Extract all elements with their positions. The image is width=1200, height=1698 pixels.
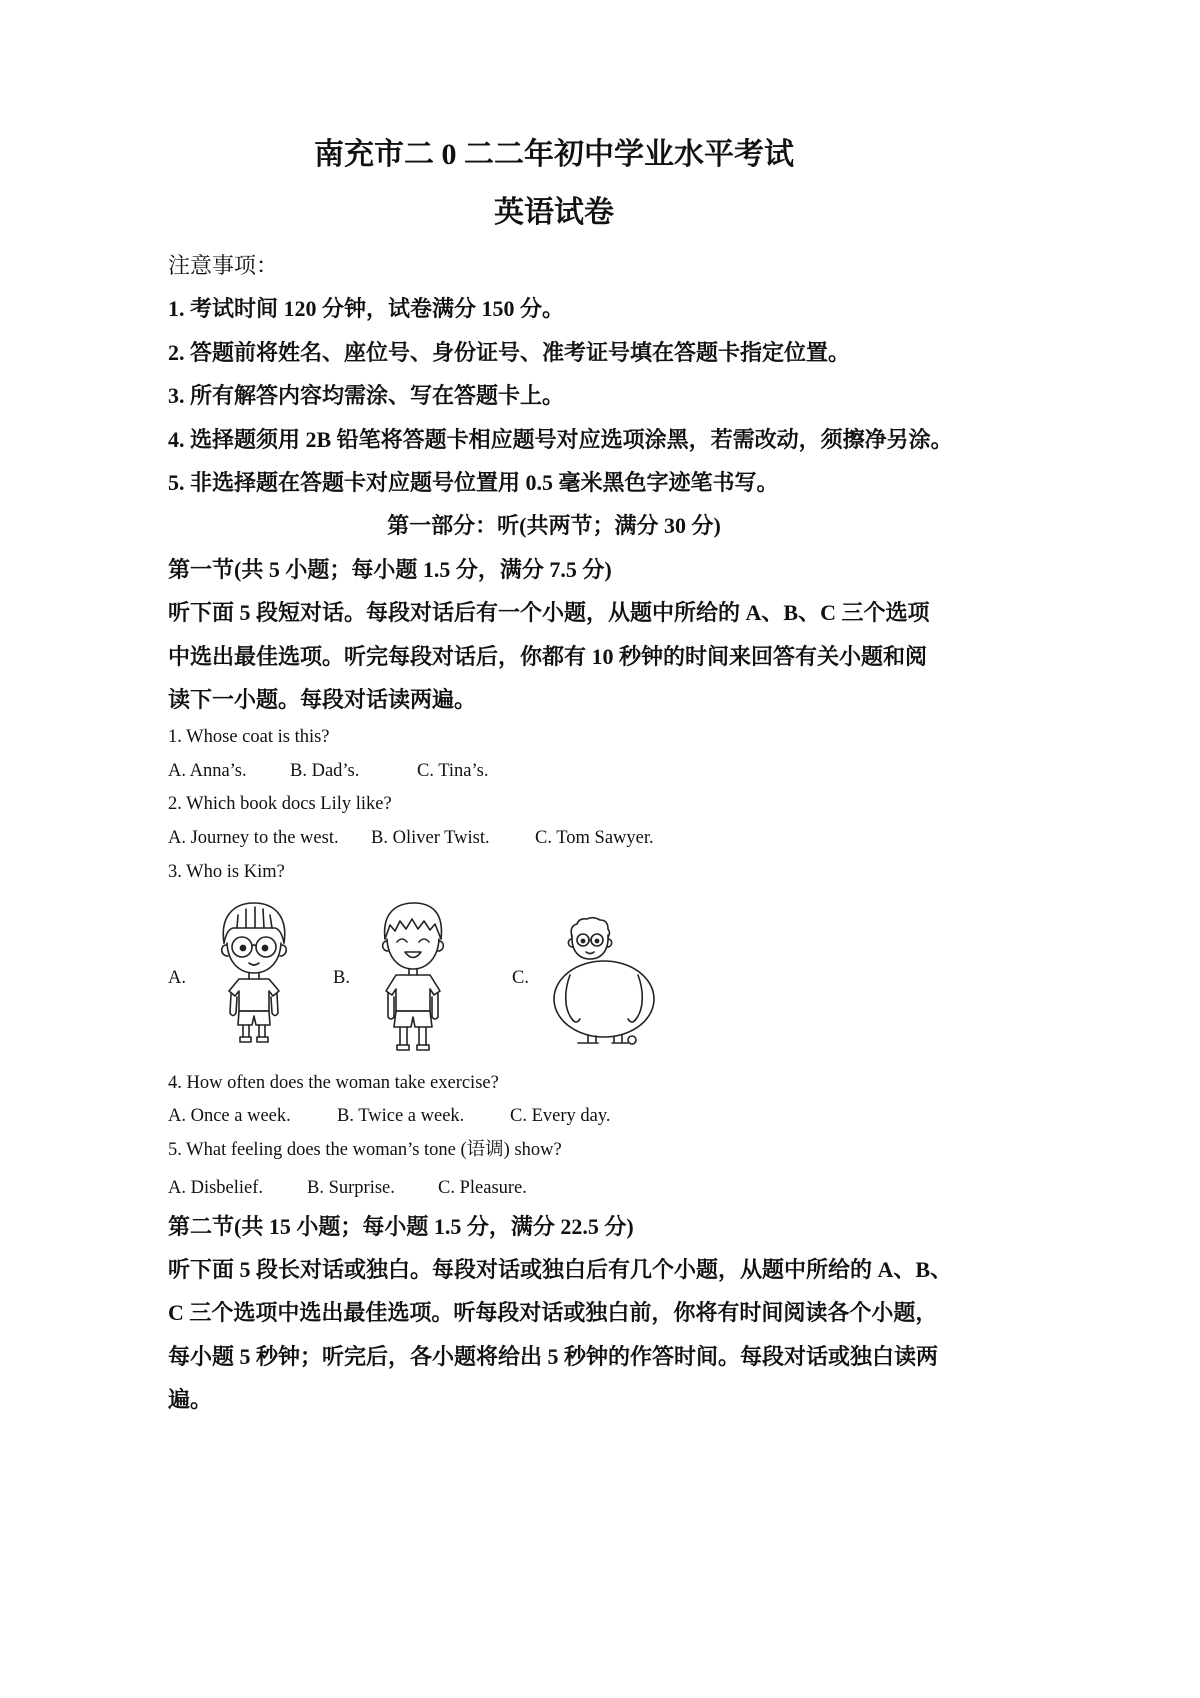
face <box>568 935 611 959</box>
option-c-label: C. <box>512 968 529 989</box>
glasses <box>232 937 276 957</box>
boy-with-glasses-icon <box>215 899 293 1045</box>
section-2-instructions-line: C 三个选项中选出最佳选项。听每段对话或独白前，你将有时间阅读各个小题， <box>168 1300 938 1326</box>
section-2-heading: 第二节(共 15 小题；每小题 1.5 分，满分 22.5 分) <box>168 1213 634 1239</box>
hair <box>385 903 442 939</box>
notice-heading: 注意事项： <box>168 253 279 278</box>
section-2-instructions-line: 听下面 5 段长对话或独白。每段对话或独白后有几个小题，从题中所给的 A、B、 <box>168 1257 953 1283</box>
exam-title: 南充市二 0 二二年初中学业水平考试 <box>314 138 794 171</box>
section-2-instructions-line: 遍。 <box>168 1387 213 1413</box>
question-4-options <box>168 1100 940 1134</box>
option-b: B. Dad’s. <box>290 760 360 781</box>
option-b: B. Twice a week. <box>337 1106 465 1127</box>
question-5-stem: 5. What feeling does the woman’s tone (语调) show? <box>168 1140 562 1161</box>
hair <box>571 918 609 937</box>
question-3-picture-options <box>168 889 940 1067</box>
option-a: A. Once a week. <box>168 1106 291 1127</box>
option-c: C. Pleasure. <box>438 1177 527 1198</box>
section-2-instructions-line: 每小题 5 秒钟；听完后，各小题将给出 5 秒钟的作答时间。每段对话或独白读两 <box>168 1343 939 1369</box>
part-1-heading: 第一部分：听(共两节；满分 30 分) <box>387 513 721 539</box>
question-5-options <box>168 1171 940 1205</box>
option-c: C. Tina’s. <box>417 760 489 781</box>
fat-man-with-glasses-icon <box>550 915 658 1047</box>
question-1-stem: 1. Whose coat is this? <box>168 727 330 748</box>
body <box>554 961 654 1044</box>
question-4-stem: 4. How often does the woman take exercise? <box>168 1072 499 1093</box>
section-1-instructions-line: 中选出最佳选项。听完每段对话后，你都有 10 秒钟的时间来回答有关小题和阅 <box>168 643 928 669</box>
option-b: B. Oliver Twist. <box>371 828 490 849</box>
option-b-label: B. <box>333 968 350 989</box>
exam-subtitle: 英语试卷 <box>494 196 614 229</box>
hair <box>223 903 284 943</box>
section-1-instructions-line: 听下面 5 段短对话。每段对话后有一个小题，从题中所给的 A、B、C 三个选项 <box>168 600 930 626</box>
glasses <box>577 934 603 946</box>
body <box>386 969 440 1050</box>
option-a-label: A. <box>168 968 186 989</box>
question-2-options <box>168 822 940 856</box>
question-1-options <box>168 755 940 789</box>
notice-item: 3. 所有解答内容均需涂、写在答题卡上。 <box>168 383 565 409</box>
question-2-stem: 2. Which book docs Lily like? <box>168 794 392 815</box>
question-3-stem: 3. Who is Kim? <box>168 861 285 882</box>
option-a: A. Anna’s. <box>168 760 247 781</box>
smiling-boy-icon <box>378 899 448 1055</box>
option-b: B. Surprise. <box>307 1177 395 1198</box>
notice-item: 4. 选择题须用 2B 铅笔将答题卡相应题号对应选项涂黑，若需改动，须擦净另涂。 <box>168 426 953 452</box>
option-c: C. Tom Sawyer. <box>535 828 654 849</box>
notice-item: 2. 答题前将姓名、座位号、身份证号、准考证号填在答题卡指定位置。 <box>168 339 851 365</box>
option-a: A. Disbelief. <box>168 1177 264 1198</box>
section-1-instructions-line: 读下一小题。每段对话读两遍。 <box>168 686 477 712</box>
face <box>383 939 444 969</box>
section-1-heading: 第一节(共 5 小题；每小题 1.5 分，满分 7.5 分) <box>168 556 612 582</box>
notice-item: 5. 非选择题在答题卡对应题号位置用 0.5 毫米黑色字迹笔书写。 <box>168 469 779 495</box>
notice-item: 1. 考试时间 120 分钟，试卷满分 150 分。 <box>168 296 565 322</box>
body <box>229 973 279 1042</box>
option-c: C. Every day. <box>510 1106 611 1127</box>
option-a: A. Journey to the west. <box>168 828 339 849</box>
page-content <box>168 126 953 1422</box>
